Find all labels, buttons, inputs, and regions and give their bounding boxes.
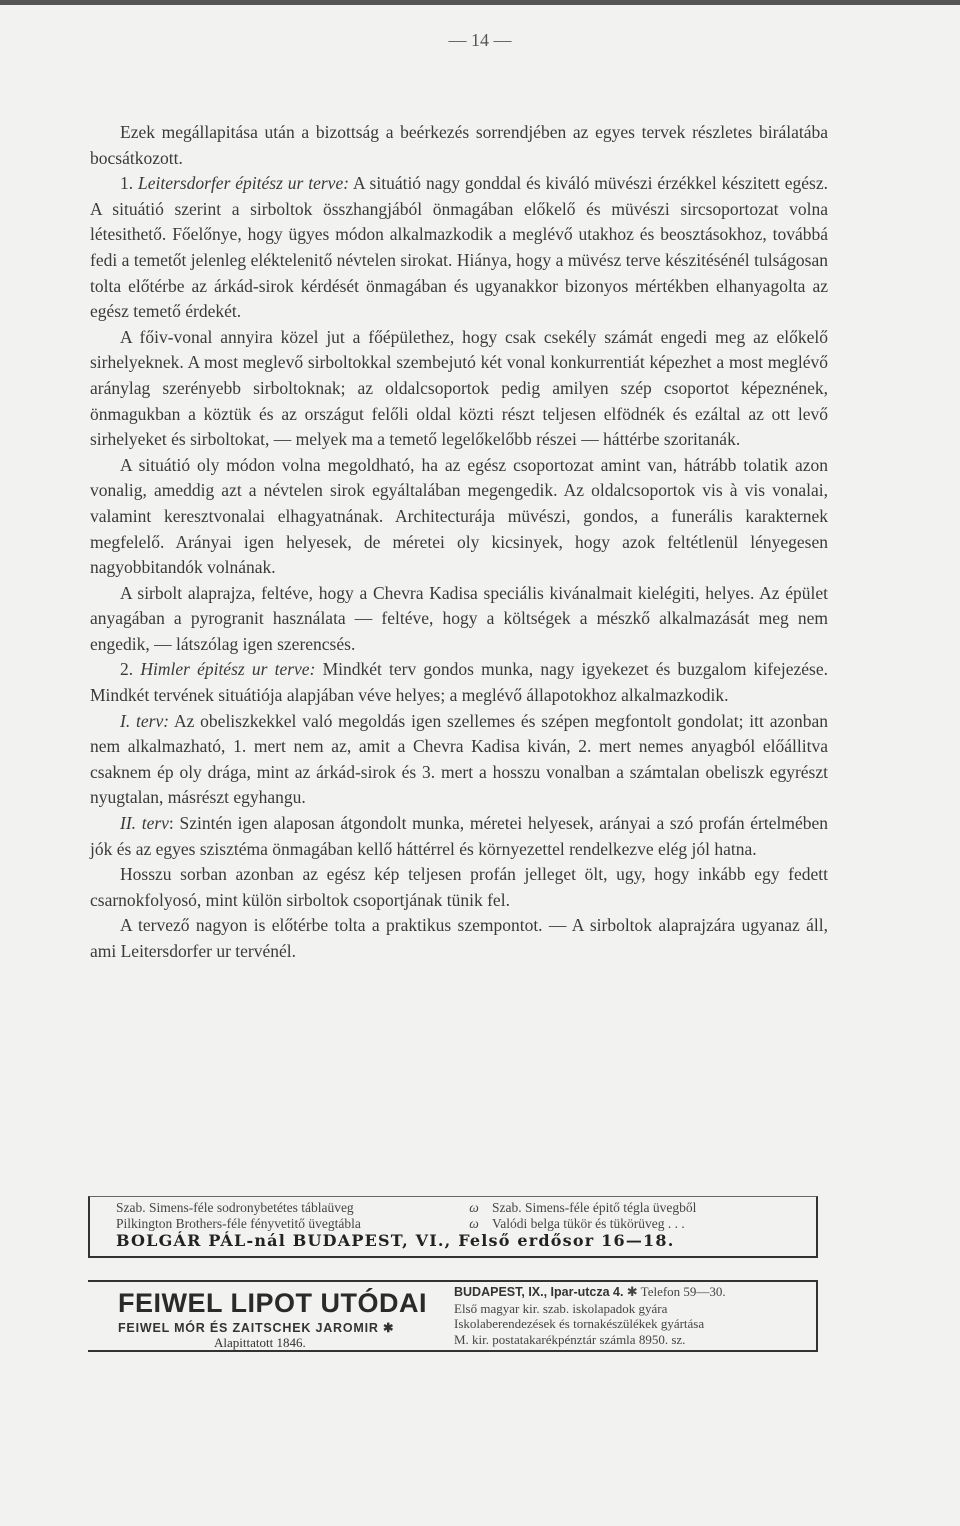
paragraph-italic-text: Leitersdorfer épitész ur terve: bbox=[138, 173, 350, 194]
paragraph-italic-text: Himler épitész ur terve: bbox=[140, 659, 316, 680]
advertisement-feiwel bbox=[88, 1280, 818, 1352]
ad2-line4: M. kir. postatakarékpénztár számla 8950. sz. bbox=[454, 1331, 686, 1347]
ad2-phone: Telefon 59—30. bbox=[640, 1284, 726, 1299]
paragraph bbox=[90, 913, 828, 964]
paragraph bbox=[90, 811, 828, 862]
advertisement-bolgar bbox=[88, 1196, 818, 1258]
paragraph-text: A situátió oly módon volna megoldható, ha az egész csoportozat amint van, hátrább tolatik azon vonalig, ameddig azt a névtelen sirok egyáltalában megengedik. Az oldalcsoportok vis à vis vonalai, valamint keresztvonalai elhagyatnának. Architecturája müvészi, gondos, a funerális karakternek megfelelő. Arányai igen helyesek, de méretei oly kicsinyek, hogy azok feltétlenül lényegesen nagyobbitandók volnának. bbox=[90, 454, 828, 578]
ad1-line1-left: Szab. Simens-féle sodronybetétes táblaüveg bbox=[116, 1200, 354, 1215]
paragraph-text: 1. bbox=[120, 173, 139, 194]
paragraph bbox=[90, 709, 828, 811]
star-icon: ✱ bbox=[382, 1321, 395, 1335]
paragraph-text: Ezek megállapitása után a bizottság a beérkezés sorrendjében az egyes tervek részletes birálatába bocsátkozott. bbox=[90, 122, 828, 168]
paragraph bbox=[90, 171, 828, 325]
ad2-predecessors: FEIWEL MÓR ÉS ZAITSCHEK JAROMIR bbox=[118, 1321, 379, 1335]
paragraph-text: A főiv-vonal annyira közel jut a főépülethez, hogy csak csekély számát engedi meg az előkelő sirhelyeknek. A most meglevő sirboltokkal szembejutó két vonal konkurrentiát képezhet a most meglévő aránylag szerényebb sirboltoknak; az oldalcsoportok pedig amilyen szép csoportot képeznének, önmagukban a köztük és az országut felőli oldal közti részt teljesen elfödnék és ezáltal az ott levő sirhelyeket és sirboltokat, — melyek ma a temető legelőkelőbb részei — háttérbe szoritanák. bbox=[90, 326, 828, 450]
paragraph-text: 2. bbox=[120, 659, 141, 680]
ad1-separator-icon: ω bbox=[469, 1200, 479, 1215]
paragraph-italic-text: II. terv bbox=[120, 813, 169, 834]
ad1-company-address: BOLGÁR PÁL-nál BUDAPEST, VI., Felső erdősor 16—18. bbox=[116, 1231, 675, 1250]
ad1-line2-left: Pilkington Brothers-féle fényvetitő üvegtábla bbox=[116, 1216, 361, 1231]
paragraph-text: : Szintén igen alaposan átgondolt munka, méretei helyesek, arányai a szó profán értelmében jók és az egyes szisztéma önmagában kellő háttérrel és környezettel rendelkezve elég jól hatna. bbox=[90, 813, 828, 859]
paragraph bbox=[90, 325, 828, 453]
paragraph bbox=[90, 657, 828, 708]
paragraph bbox=[90, 453, 828, 581]
paragraph bbox=[90, 862, 828, 913]
paragraph-text: Hosszu sorban azonban az egész kép teljesen profán jelleget ölt, ugy, hogy inkább egy fedett csarnokfolyosó, mint külön sirboltok csoportjának tünik fel. bbox=[90, 864, 828, 910]
star-icon: ✱ bbox=[626, 1284, 638, 1299]
paragraph-text: Az obeliszkekkel való megoldás igen szellemes és szépen megfontolt gondolat; itt azonban nem alkalmazható, 1. mert nem az, amit a Chevra Kadisa kiván, 2. mert nemes anyagból előállitva csaknem ép oly drága, mint az árkád-sirok és 3. mert a hosszu vonalban a számtalan obeliszk egyrészt nyugtalan, másrészt egyhangu. bbox=[90, 710, 828, 808]
ad1-separator-icon: ω bbox=[469, 1216, 479, 1231]
paragraph-text: A sirbolt alaprajza, feltéve, hogy a Chevra Kadisa speciális kivánalmait kielégiti, helyes. Az épület anyagában a pyrogranit használata — feltéve, hogy a költségek a mészkő alkalmazását meg nem engedik, — látszólag igen szerencsés. bbox=[90, 582, 828, 654]
paragraph-italic-text: I. terv: bbox=[120, 710, 170, 731]
ad1-line1-right: Szab. Simens-féle épitő tégla üvegből bbox=[492, 1200, 697, 1215]
ad2-line3: Iskolaberendezések és tornakészülékek gyártása bbox=[454, 1316, 705, 1331]
paragraph bbox=[90, 581, 828, 658]
paragraph-text: A tervező nagyon is előtérbe tolta a praktikus szempontot. — A sirboltok alaprajzára ugyanaz áll, ami Leitersdorfer ur tervénél. bbox=[90, 915, 828, 961]
paragraph-text: Mindkét terv gondos munka, nagy igyekezet és buzgalom kifejezése. Mindkét tervének situátiója alapjában véve helyes; a meglévő állapotokhoz alkalmazkodik. bbox=[90, 659, 829, 706]
ad1-line2-right: Valódi belga tükör és tükörüveg . . . bbox=[492, 1216, 685, 1231]
ad2-founded: Alapittatott 1846. bbox=[214, 1335, 306, 1350]
page-number: — 14 — bbox=[448, 30, 512, 50]
ad2-line2: Első magyar kir. szab. iskolapadok gyára bbox=[454, 1300, 668, 1316]
ad2-address: BUDAPEST, IX., Ipar-utcza 4. bbox=[454, 1285, 624, 1299]
top-rule bbox=[0, 0, 960, 5]
ad2-firm-name: FEIWEL LIPOT UTÓDAI bbox=[118, 1288, 427, 1318]
article-body bbox=[90, 120, 828, 965]
paragraph-text: A situátió nagy gonddal és kiváló müvészi érzékkel készitett egész. A situátió szerint a sirboltok összhangjából önmagában előkelő és müvészi sircsoportozat volna létesithető. Főelőnye, hogy ügyes módon alkalmazkodik a meglévő utakhoz és beosztásokhoz, továbbá fedi a temetőt jelenleg eléktelenitő névtelen sirokat. Hiánya, hogy a müvész terve készitésénél tulságosan tolta előtérbe az árkád-sirok kérdését önmagában és ugyanakkor bizonyos mértékben elhanyagolta az egész temető érdekét. bbox=[90, 173, 829, 322]
paragraph bbox=[90, 120, 828, 171]
